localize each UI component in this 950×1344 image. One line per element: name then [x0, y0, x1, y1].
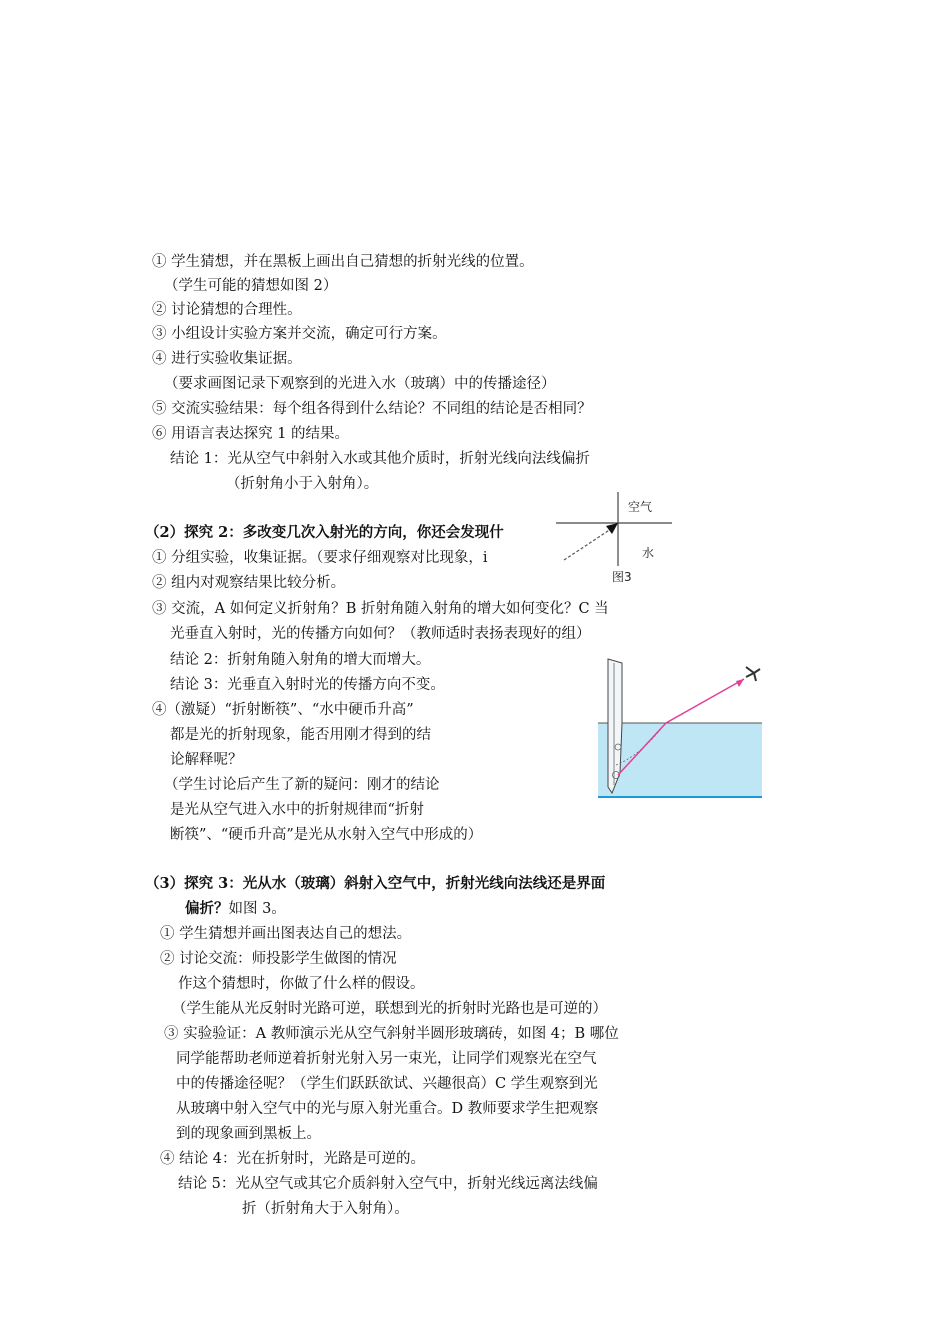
text-line: （折射角小于入射角）。: [226, 476, 379, 492]
eye-icon: [746, 667, 760, 681]
text-line: ③ 交流，A 如何定义折射角？B 折射角随入射角的增大如何变化？C 当: [152, 601, 609, 617]
text-line: ② 讨论猜想的合理性。: [152, 302, 302, 318]
text-line: ③ 小组设计实验方案并交流，确定可行方案。: [152, 326, 447, 342]
text-line: 从玻璃中射入空气中的光与原入射光重合。D 教师要求学生把观察: [176, 1101, 599, 1117]
water-tank: [598, 723, 762, 797]
text-line: （学生讨论后产生了新的疑问：刚才的结论: [164, 777, 440, 793]
conclusion-1: 结论 1：光从空气中斜射入水或其他介质时，折射光线向法线偏折: [170, 451, 590, 467]
chopstick-refraction-figure: [596, 655, 766, 800]
text-line: ④ 进行实验收集证据。: [152, 351, 302, 367]
conclusion-5: 结论 5：光从空气或其它介质斜射入空气中，折射光线远离法线偏: [178, 1176, 598, 1192]
text-line: 断筷”、“硬币升高”是光从水射入空气中形成的）: [170, 827, 483, 843]
text-line: 论解释呢？: [170, 752, 243, 768]
text-line: 光垂直入射时，光的传播方向如何？（教师适时表扬表现好的组）: [170, 626, 591, 642]
text-line: 到的现象画到黑板上。: [176, 1126, 321, 1142]
text-line: 同学能帮助老师逆着折射光射入另一束光，让同学们观察光在空气: [176, 1051, 597, 1067]
text-line: （要求画图记录下观察到的光进入水（玻璃）中的传播途径）: [164, 376, 556, 392]
text-line: ① 分组实验，收集证据。（要求仔细观察对比现象，i: [152, 550, 488, 566]
conclusion-4: ④ 结论 4：光在折射时，光路是可逆的。: [160, 1151, 425, 1167]
chopstick-diagram: [596, 655, 766, 800]
conclusion-3: 结论 3：光垂直入射时光的传播方向不变。: [170, 677, 445, 693]
water-label: 水: [642, 546, 655, 560]
text-line: ④（激疑）“折射断筷”、“水中硬币升高”: [152, 702, 414, 718]
section-3-heading: （3）探究 3：光从水（玻璃）斜射入空气中，折射光线向法线还是界面: [145, 875, 606, 892]
text-line: ⑥ 用语言表达探究 1 的结果。: [152, 426, 350, 442]
text-line: 都是光的折射现象，能否用刚才得到的结: [170, 727, 431, 743]
section-2-heading: （2）探究 2：多改变几次入射光的方向，你还会发现什: [145, 524, 504, 541]
text-line: 折（折射角大于入射角）。: [242, 1201, 409, 1217]
text-line: （学生可能的猜想如图 2）: [164, 278, 338, 294]
text-line: ① 学生猜想，并在黑板上画出自己猜想的折射光线的位置。: [152, 254, 534, 270]
figure-3: [556, 488, 676, 588]
text-line: ⑤ 交流实验结果：每个组各得到什么结论？不同组的结论是否相同？: [152, 401, 592, 417]
text-line: [185, 897, 286, 921]
text-line: ② 组内对观察结果比较分析。: [152, 575, 346, 591]
text-line: 作这个猜想时，你做了什么样的假设。: [178, 976, 425, 992]
text-line: （学生能从光反射时光路可逆，联想到光的折射时光路也是可逆的）: [172, 1001, 607, 1017]
figure-ref: 如图 3。: [228, 901, 286, 917]
air-label: 空气: [628, 500, 653, 514]
figure-3-caption: 图3: [612, 570, 632, 584]
section-3-heading-cont: 偏折？: [185, 900, 229, 917]
text-line: 中的传播途径呢？（学生们跃跃欲试、兴趣很高）C 学生观察到光: [176, 1076, 598, 1092]
text-line: 是光从空气进入水中的折射规律而“折射: [170, 802, 424, 818]
text-line: ② 讨论交流：师投影学生做图的情况: [160, 951, 397, 967]
text-line: ① 学生猜想并画出图表达自己的想法。: [160, 926, 412, 942]
text-line: ③ 实验验证：A 教师演示光从空气斜射半圆形玻璃砖，如图 4；B 哪位: [164, 1026, 619, 1042]
conclusion-2: 结论 2：折射角随入射角的增大而增大。: [170, 652, 431, 668]
